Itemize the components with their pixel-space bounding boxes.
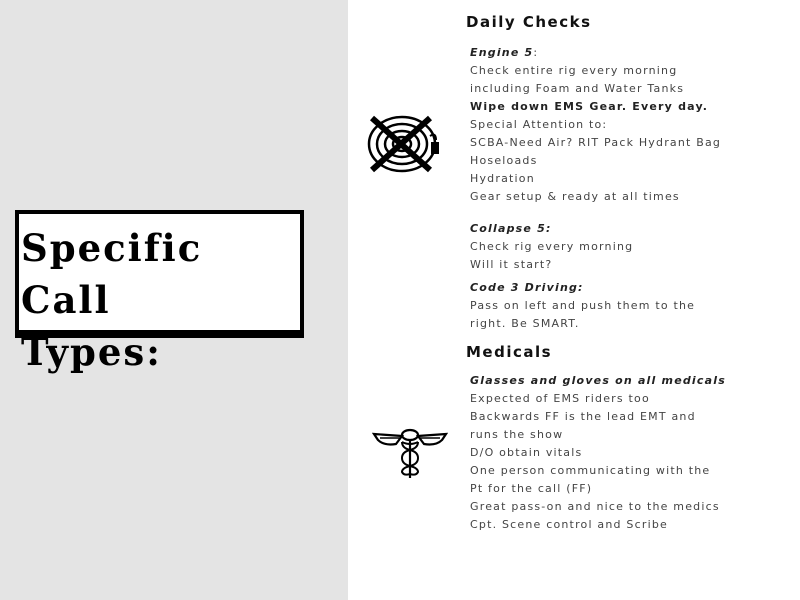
engine-line: Check entire rig every morning xyxy=(470,64,678,77)
medicals-section xyxy=(470,372,790,534)
medical-line: Cpt. Scene control and Scribe xyxy=(470,518,668,531)
code3-label: Code 3 Driving: xyxy=(470,281,584,294)
code3-line: Pass on left and push them to the xyxy=(470,299,696,312)
collapse-line: Will it start? xyxy=(470,258,553,271)
engine-colon: : xyxy=(533,46,539,59)
collapse-line: Check rig every morning xyxy=(470,240,634,253)
medical-line: Pt for the call (FF) xyxy=(470,482,593,495)
medical-line: D/O obtain vitals xyxy=(470,446,583,459)
medical-line: One person communicating with the xyxy=(470,464,711,477)
collapse-section xyxy=(470,220,790,274)
medical-line: Backwards FF is the lead EMT and xyxy=(470,410,696,423)
special-line: SCBA-Need Air? RIT Pack Hydrant Bag xyxy=(470,136,722,149)
code3-line: right. Be SMART. xyxy=(470,317,580,330)
engine-label-line xyxy=(470,44,790,62)
medicals-heading: Medicals xyxy=(466,343,553,361)
special-line: Special Attention to: xyxy=(470,118,608,131)
glasses-label: Glasses and gloves on all medicals xyxy=(470,374,726,387)
title-box xyxy=(15,210,304,374)
medical-line: runs the show xyxy=(470,428,564,441)
medical-line: Expected of EMS riders too xyxy=(470,392,650,405)
code3-section xyxy=(470,279,790,333)
crossed-hose-reel-icon xyxy=(366,112,442,176)
left-panel xyxy=(0,0,348,600)
engine-label: Engine 5 xyxy=(470,46,534,59)
special-line: Hoseloads xyxy=(470,154,538,167)
special-line: Gear setup & ready at all times xyxy=(470,190,680,203)
engine-line: including Foam and Water Tanks xyxy=(470,82,685,95)
page-title: Specific Call Types: xyxy=(21,226,203,374)
medical-line: Great pass-on and nice to the medics xyxy=(470,500,720,513)
special-line: Hydration xyxy=(470,172,535,185)
daily-checks-heading: Daily Checks xyxy=(466,13,592,31)
ems-gear-line: Wipe down EMS Gear. Every day. xyxy=(470,100,709,113)
collapse-label: Collapse 5: xyxy=(470,222,552,235)
caduceus-icon xyxy=(372,426,448,480)
engine-section xyxy=(470,44,790,206)
